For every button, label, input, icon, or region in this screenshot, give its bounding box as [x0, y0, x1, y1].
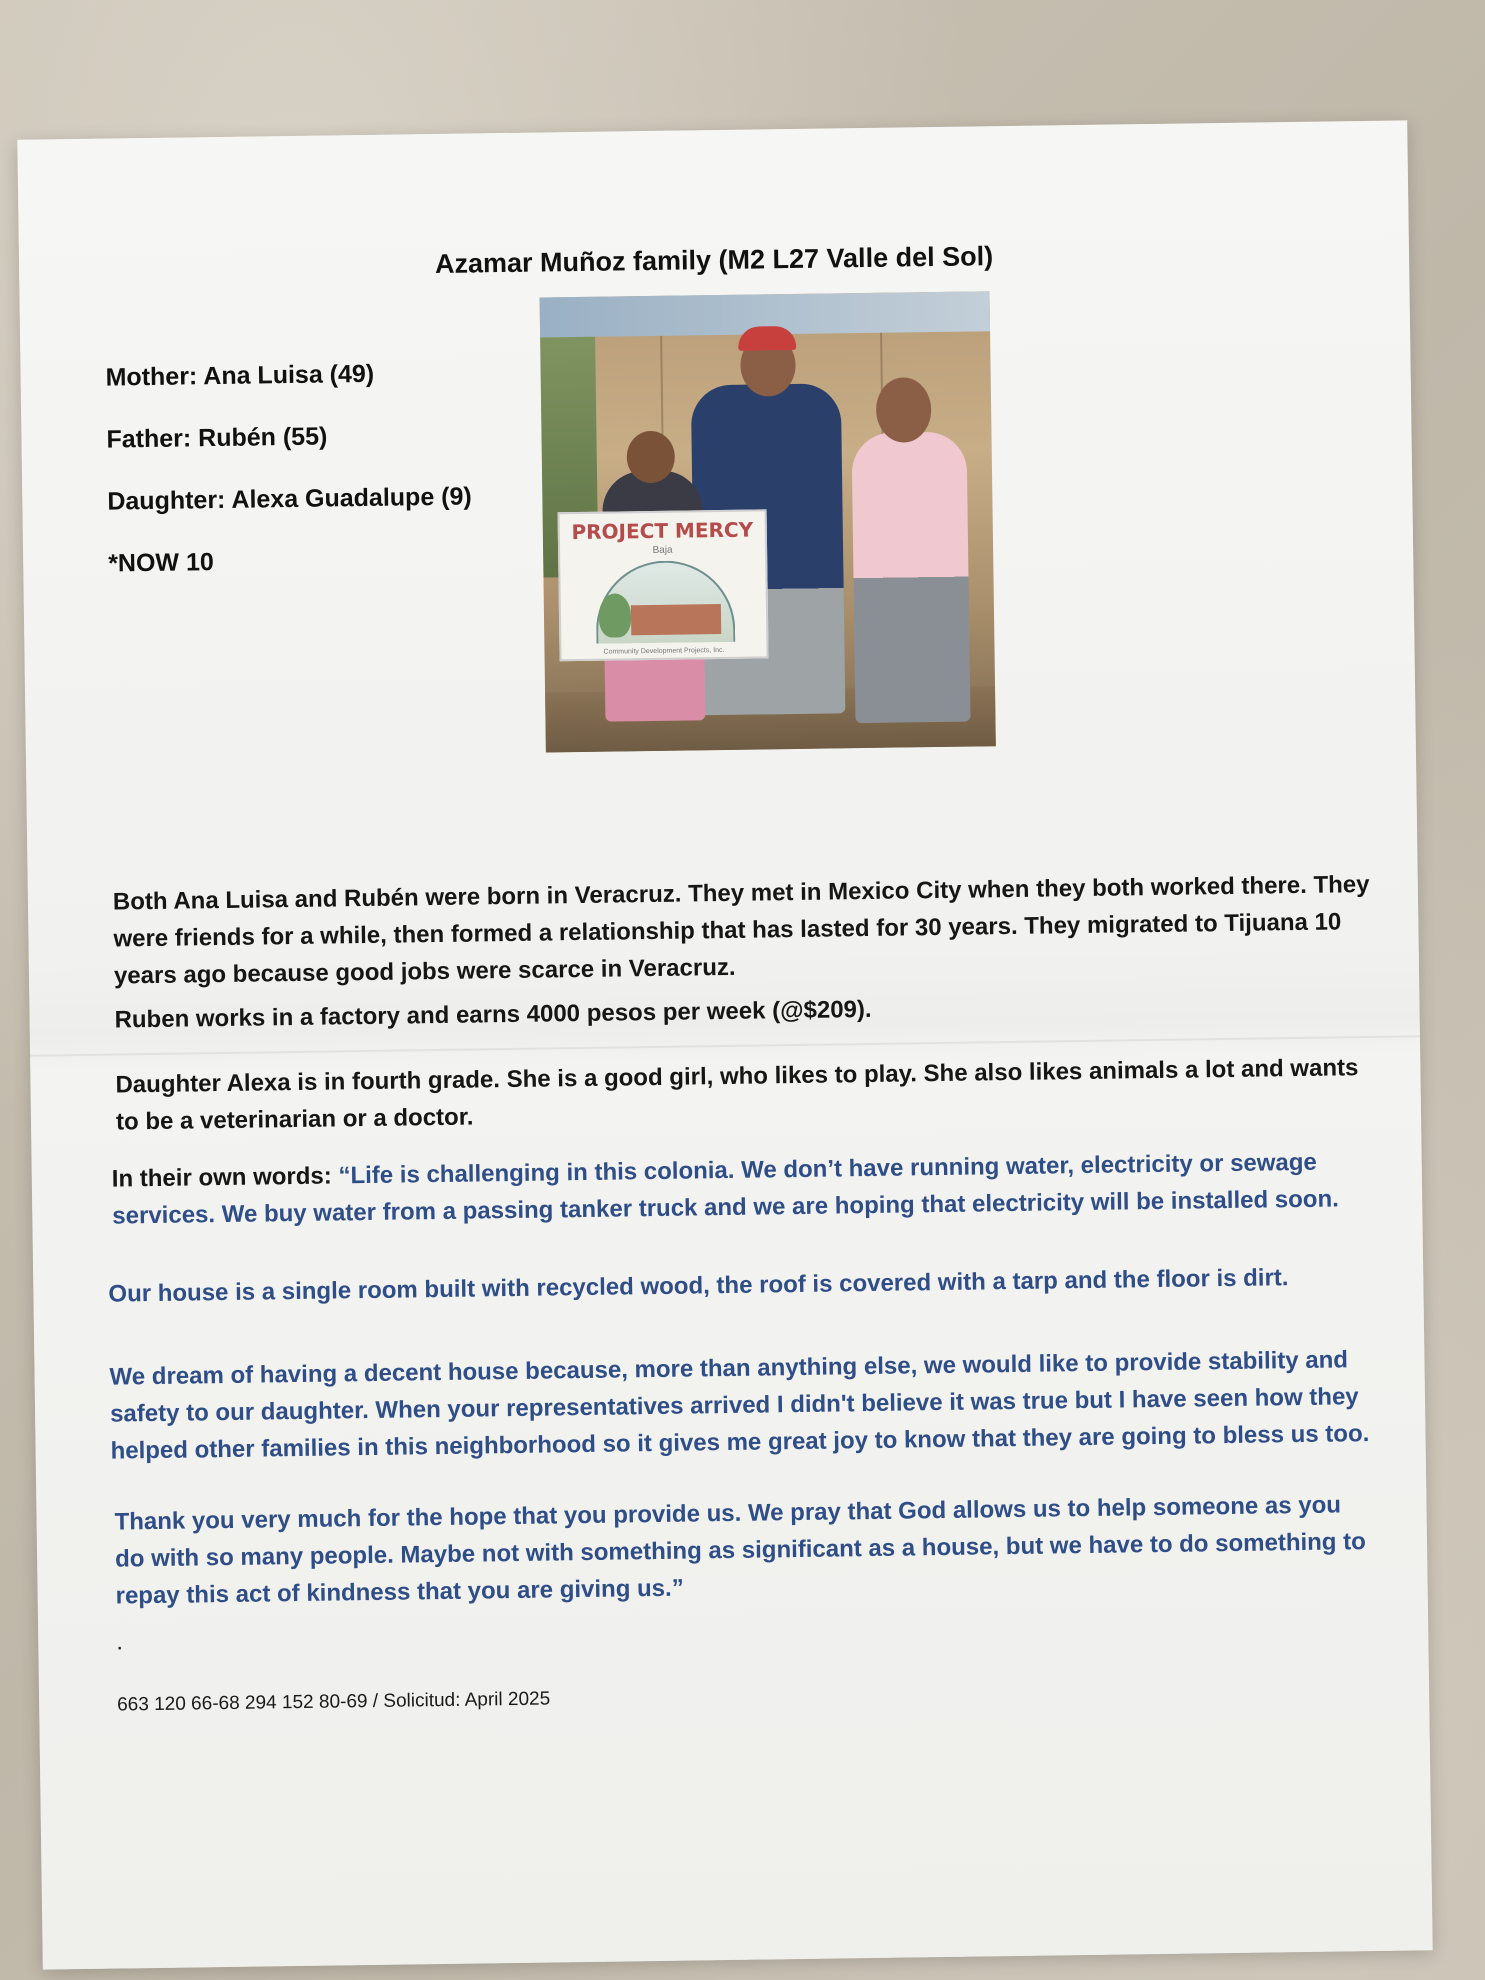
- sign-logo-tree: [599, 593, 632, 637]
- sign-footer: Community Development Projects, Inc.: [603, 646, 725, 656]
- sign-logo-house: [631, 604, 721, 635]
- document-title: Azamar Muñoz family (M2 L27 Valle del Sol): [434, 241, 994, 279]
- paragraph-house: Our house is a single room built with recycled wood, the roof is covered with a tarp and the floor is dirt.: [108, 1264, 1289, 1308]
- paper-sheet: [17, 120, 1432, 1969]
- paragraph-own-words: [112, 1143, 1373, 1235]
- paragraph-daughter: Daughter Alexa is in fourth grade. She is a good girl, who likes to play. She also likes animals a lot and wants to be a veterinarian or a doctor.: [115, 1054, 1359, 1136]
- own-words-quote: “Life is challenging in this colonia. We don’t have running water, electricity or sewage services. We buy water from a passing tanker truck and we are hoping that electricity will be installed soon.: [112, 1148, 1339, 1230]
- member-father: Father: Rubén (55): [106, 422, 328, 454]
- project-mercy-sign: [558, 509, 769, 661]
- family-photo: [540, 291, 996, 752]
- family-members: [105, 358, 528, 612]
- paragraph-background: Both Ana Luisa and Rubén were born in Veracruz. They met in Mexico City when they both worked there. They were friends for a while, then formed a relationship that has lasted for 30 years. They migrated to Tijuana 10 years ago because good jobs were scarce in Veracruz.: [112, 870, 1370, 990]
- sign-title: PROJECT MERCY: [571, 517, 754, 545]
- stray-dot: .: [116, 1628, 124, 1656]
- paragraph-thanks: Thank you very much for the hope that you provide us. We pray that God allows us to help someone as you do with so many people. Maybe not with something as significant as a house, but we have to do something to repay this act of kindness that you are giving us.”: [114, 1491, 1366, 1610]
- photo-person-mother: [851, 432, 970, 724]
- paragraph-work: Ruben works in a factory and earns 4000 pesos per week (@$209).: [114, 995, 872, 1034]
- own-words-lead: In their own words:: [111, 1162, 332, 1193]
- member-mother: Mother: Ana Luisa (49): [105, 359, 375, 392]
- member-daughter: Daughter: Alexa Guadalupe (9): [107, 482, 472, 516]
- paragraph-dream: We dream of having a decent house because, more than anything else, we would like to provide stability and safety to our daughter. When your representatives arrived I didn't believe it was true but I have seen how they helped other families in this neighborhood so it gives me great joy to know that they are going to bless us too.: [109, 1346, 1370, 1465]
- member-note: *NOW 10: [108, 548, 214, 578]
- photo-cap: [738, 326, 796, 351]
- footer-contact: 663 120 66-68 294 152 80-69 / Solicitud: April 2025: [117, 1688, 551, 1716]
- sign-subtitle: Baja: [652, 544, 673, 556]
